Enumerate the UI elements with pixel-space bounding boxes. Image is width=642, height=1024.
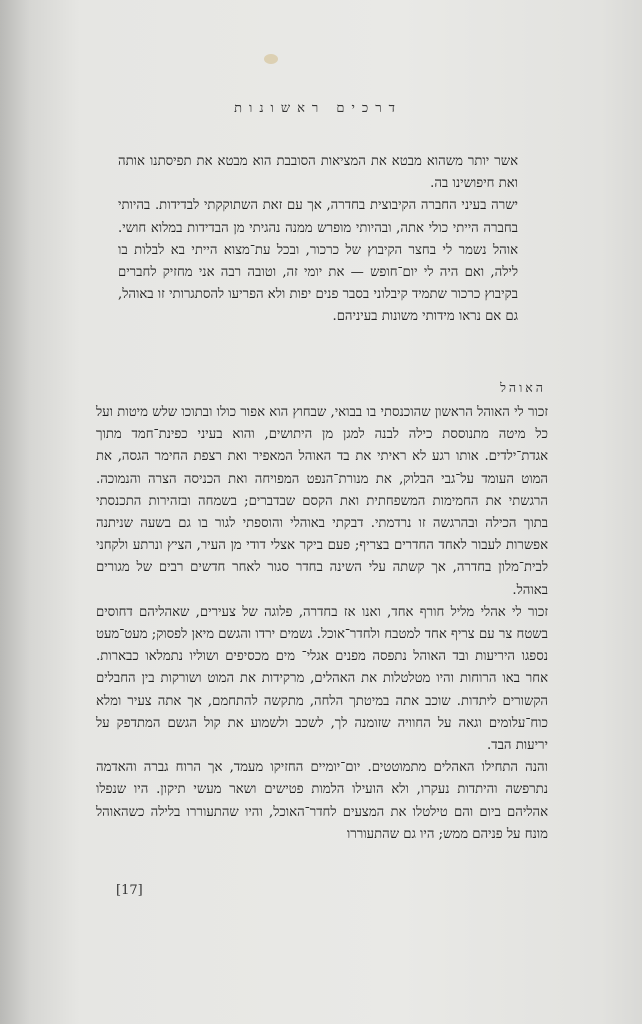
- top-text-block: [118, 151, 518, 329]
- paragraph: והנה התחילו האהלים מתמוטטים. יום־יומיים החזיקו מעמד, אך הרוח גברה והאדמה נתרפשה והיתדות נעקרו, ולא הועילו הלמות פטישים ושאר מעשי תיקון. היו שנפלו אהליהם ביום והם טילטלו את המצעים לחדר־האוכל, והיו שהתעוררו בלילה כשהאוהל מונח על פניהם ממש; היו גם שהתעוררו: [96, 760, 548, 842]
- section-title: האוהל: [500, 380, 546, 395]
- paragraph: זכור לי אהלי מליל חורף אחד, ואנו אז בחדרה, פלוגה של צעירים, שאהליהם דחוסים בשטח צר עם צריף אחד למטבח ולחדר־אוכל. גשמים ירדו והגשם מיאן לפסוק; מעט־מעט נספגו היריעות ובד האוהל נתפסה מפנים אגלי־ מים מכסיפים ושוליו נתמלאו כבארות. אחר באו הרוחות והיו מטלטלות את האהלים, מרקידות את המוט ושורקות בין החבלים הקשורים ליתדות. שוכב אתה במיטתך הלחה, מתקשה להתחמם, אך אתה צעיר ומלא כוח־עלומים וגאה על החוויה שזומנה לך, לשכב ולשמוע את קול הגשם המתדפק על יריעות הבד.: [96, 604, 548, 754]
- section-text-block: [96, 402, 548, 846]
- paper-stain: [264, 54, 278, 64]
- running-head: דרכים ראשונות: [234, 101, 402, 116]
- page-number: [17]: [116, 883, 143, 898]
- paragraph: אשר יותר משהוא מבטא את המציאות הסובבת הוא מבטא את תפיסתנו אותה ואת חיפושינו בה.: [118, 154, 518, 192]
- paragraph: זכור לי האוהל הראשון שהוכנסתי בו בבואי, שבחוץ הוא אפור כולו ובתוכו שלש מיטות ועל כל מיטה מתנוססת כילה לבנה למגן מן היתושים, והוא בעיני כפינת־חמד מתוך אגדת־ילדים. אותו רגע לא ראיתי את בד האוהל המאפיר ואת רצפת החימר הגסה, את המוט העומד על־גבי הבלוק, את מנורת־הנפט המפויחה ואת הכניסה הצרה והנמוכה. הרגשתי את החמימות המשפחתית ואת הקסם שבדברים; בשמחה ובזהירות התכנסתי בתוך הכילה ובהרגשה זו נרדמתי. דבקתי באוהלי והוספתי לגור בו גם בשעה שניתנה אפשרות לעבור לאחד החדרים בצריף; פעם ביקר אצלי דודי מן העיר, הציץ ונרתע ולקחני לבית־מלון בחדרה, אך קשתה עלי השינה בחדר סגור לאחר חדשים רבים של מגורים באוהל.: [96, 405, 548, 598]
- paragraph: ישרה בעיני החברה הקיבוצית בחדרה, אך עם זאת השתוקקתי לבדידות. בהיותי בחברה הייתי כולי אתה, ובהיותי מופרש ממנה נהגיתי מן הבדידות במלוא חושי. אוהל נשמר לי בחצר הקיבוץ של כרכור, ובכל עת־מצוא הייתי בא לבלות בו לילה, ואם היה לי יום־חופש — את יומי זה, וטובה רבה אני מחזיק לחברים בקיבוץ כרכור שתמיד קיבלוני בסבר פנים יפות ולא הפריעו להסתגרותי זו באוהל, גם אם נראו מידותי משונות בעיניהם.: [118, 198, 518, 325]
